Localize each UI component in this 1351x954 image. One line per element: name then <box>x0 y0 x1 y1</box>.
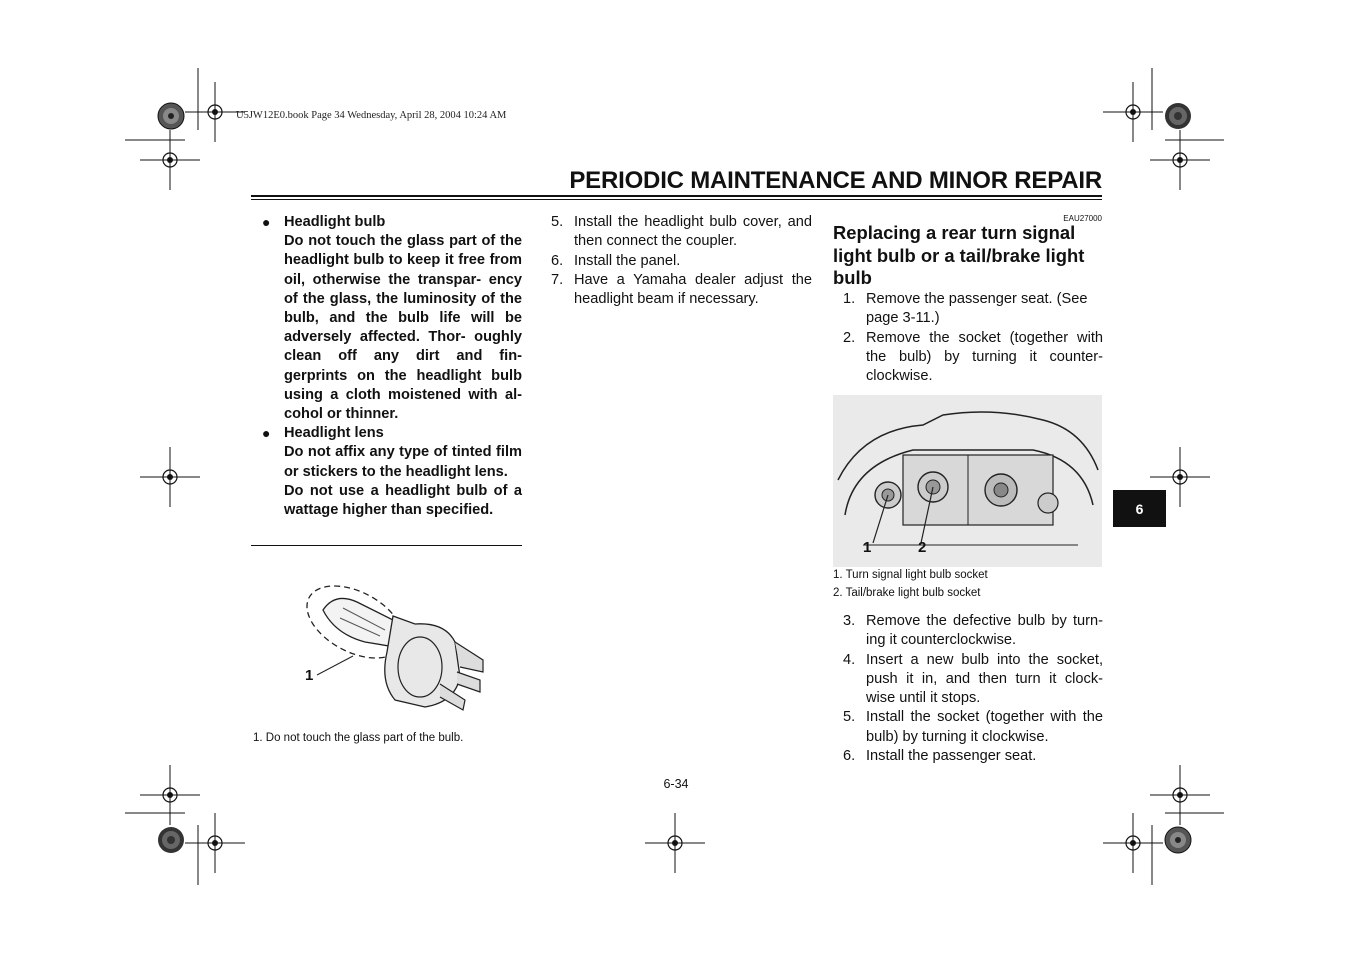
step-number: 5. <box>843 709 856 726</box>
chapter-tab: 6 <box>1113 490 1166 527</box>
step-item <box>843 290 1103 329</box>
bullet-headlight-bulb <box>262 213 522 424</box>
step-text: Install the passenger seat. <box>866 748 1037 765</box>
bullet-body-2: Do not use a headlight bulb of a wattage higher than specified. <box>284 482 522 519</box>
page-number: 6-34 <box>663 777 689 791</box>
step-text: Install the panel. <box>574 252 681 269</box>
step-text: Remove the passenger seat. (See page 3-11.) <box>866 291 1088 327</box>
figure-callout-1: 1 <box>305 667 314 684</box>
bullet-dot: ● <box>262 214 271 230</box>
step-text: Install the headlight bulb cover, and then connect the coupler. <box>574 214 812 250</box>
step-text: Remove the socket (together with the bulb) by turning it counter- clockwise. <box>866 329 1103 385</box>
bullet-heading: Headlight lens <box>284 425 384 442</box>
step-item <box>551 213 812 252</box>
step-item <box>551 271 812 310</box>
bullet-headlight-lens <box>262 424 522 520</box>
caution-column <box>262 213 522 520</box>
bullet-body: Do not touch the glass part of the headlight bulb to keep it free from oil, otherwise the transpar- ency of the glass, the luminosity of the bulb, and the bulb life will be adversely affected. Thor- oughly clean off any dirt and fin- gerprints on the headlight bulb using a cloth moistened with al- cohol or thinner. <box>284 233 522 423</box>
figure-caption-1: 1. Turn signal light bulb socket <box>833 569 988 581</box>
section-title: PERIODIC MAINTENANCE AND MINOR REPAIR <box>569 167 1102 194</box>
step-item <box>551 252 812 271</box>
step-item <box>843 651 1103 709</box>
step-number: 1. <box>843 291 856 307</box>
step-item <box>843 708 1103 747</box>
step-text: Remove the defective bulb by turn- ing it counterclockwise. <box>866 613 1103 649</box>
step-number: 4. <box>843 651 856 668</box>
bullet-body: Do not affix any type of tinted film or stickers to the headlight lens. <box>284 444 522 480</box>
figure-callout-2: 2 <box>918 539 927 556</box>
steps-list-a <box>833 290 1103 386</box>
title-rule-thin <box>251 199 1102 200</box>
step-text: Have a Yamaha dealer adjust the headlight beam if necessary. <box>574 271 812 308</box>
figure-callout-1: 1 <box>863 539 872 556</box>
step-number: 6. <box>843 748 856 765</box>
subsection-heading: Replacing a rear turn signal light bulb or a tail/brake light bulb <box>833 222 1085 288</box>
step-number: 7. <box>551 271 564 288</box>
step-number: 5. <box>551 214 564 230</box>
bullet-dot: ● <box>262 425 271 442</box>
step-text: Insert a new bulb into the socket, push it in, and then turn it clock- wise until it stops. <box>866 651 1103 707</box>
step-number: 6. <box>551 252 564 269</box>
step-item <box>843 329 1103 387</box>
bullet-heading: Headlight bulb <box>284 214 386 230</box>
step-item <box>843 747 1103 766</box>
step-number: 3. <box>843 613 856 629</box>
step-number: 2. <box>843 329 856 346</box>
book-info-line: U5JW12E0.book Page 34 Wednesday, April 28, 2004 10:24 AM <box>236 110 507 121</box>
headlight-bulb-figure <box>295 572 495 717</box>
caution-divider <box>251 545 522 546</box>
rear-light-figure-drawing <box>833 395 1102 567</box>
title-rule <box>251 195 1102 197</box>
section-code: EAU27000 <box>1063 214 1102 223</box>
steps-column <box>551 213 812 309</box>
figure-caption-2: 2. Tail/brake light bulb socket <box>833 587 981 599</box>
step-item <box>843 612 1103 651</box>
figure-caption: 1. Do not touch the glass part of the bulb. <box>253 732 464 744</box>
steps-list-b <box>833 612 1103 766</box>
step-text: Install the socket (together with the bulb) by turning it clockwise. <box>866 709 1103 745</box>
